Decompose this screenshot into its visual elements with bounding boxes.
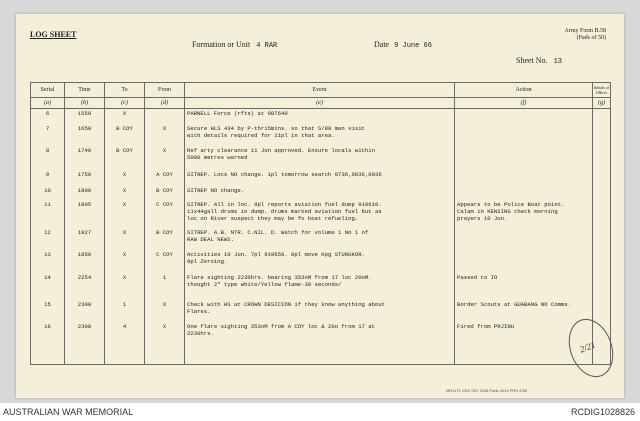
time-cell: 1750 [65,170,105,186]
time-cell: 1800 [65,186,105,200]
column-letter: (c) [105,98,145,109]
time-cell: 2300 [65,300,105,322]
action-cell: Appears to be Police Boat point. Calam in KENSING check morning prayers 10 Jun. [455,200,593,228]
empty-cell [145,348,185,365]
from-cell: X [145,146,185,170]
army-form-number: Army Form B.58 [564,28,606,34]
to-cell: X [105,228,145,250]
from-cell: X [145,300,185,322]
action-cell [455,124,593,146]
table-row [31,322,611,348]
table-row [31,124,611,146]
footer-bar [0,403,640,421]
to-cell: X [105,250,145,273]
serial-cell: 14 [31,273,65,300]
to-cell: 1 [105,300,145,322]
from-cell: B COY [145,186,185,200]
time-cell: 2308 [65,322,105,348]
formation-field [192,40,277,50]
to-cell: X [105,273,145,300]
initials-cell [593,186,611,200]
empty-cell [105,348,145,365]
serial-cell: 13 [31,250,65,273]
date-value: 9 June 66 [394,42,432,50]
annotation-text: 2/21 [578,339,597,355]
army-form-label [564,28,606,42]
table-row [31,170,611,186]
empty-cell [65,348,105,365]
column-letter: (b) [65,98,105,109]
event-cell: SITREP. A.B. NTR. C.NIL. D. Watch for volume 1 No 1 of RAW DEAL NEWS. [185,228,455,250]
to-cell: X [105,109,145,125]
column-letter: (g) [593,98,611,109]
table-row [31,109,611,125]
footer-source: AUSTRALIAN WAR MEMORIAL [3,407,134,417]
empty-cell [185,348,455,365]
initials-cell [593,109,611,125]
serial-cell: 8 [31,146,65,170]
event-cell: Ref arty clearance 11 Jun approved. Ensure locals within 5000 metres warned [185,146,455,170]
column-letter: (e) [185,98,455,109]
column-header: Action [455,83,593,98]
time-cell: 1550 [65,109,105,125]
column-header: Serial [31,83,65,98]
from-cell: X [145,322,185,348]
footer-id: RCDIG1028826 [570,407,635,417]
to-cell: X [105,200,145,228]
column-letter: (d) [145,98,185,109]
event-cell: Flare sighting 2230hrs. bearing 353oM from 17 loc 20oM. thought 2" type white/Yellow flame-30 seconds/ [185,273,455,300]
event-cell: SITREP. All in loc. 9pl reports aviation fuel dump 910610. 11x44gall drums in dump. drums marked aviation fuel but as loc on River suspect they may be fo boat refueling. [185,200,455,228]
initials-cell [593,170,611,186]
formation-label: Formation or Unit [192,40,251,49]
serial-cell: 7 [31,124,65,146]
time-cell: 1805 [65,200,105,228]
time-cell: 1850 [65,250,105,273]
initials-cell [593,228,611,250]
action-cell: Border Scouts at GUABANG NO Comms. [455,300,593,322]
action-cell [455,250,593,273]
serial-cell: 15 [31,300,65,322]
formation-value: 4 RAR [256,42,278,50]
sheet-number-field [516,56,562,66]
table-header-row [31,83,611,98]
action-cell [455,170,593,186]
serial-cell: 11 [31,200,65,228]
table-row [31,186,611,200]
serial-cell: 10 [31,186,65,200]
column-header: To [105,83,145,98]
to-cell: B COY [105,124,145,146]
to-cell: X [105,170,145,186]
empty-cell [31,348,65,365]
log-table [30,82,611,365]
column-letter: (a) [31,98,65,109]
action-cell [455,186,593,200]
table-row [31,146,611,170]
event-cell: One flare sighting 353oM from A COY loc & 20o from 17 at 2230hrs. [185,322,455,348]
to-cell: B COY [105,146,145,170]
action-cell [455,228,593,250]
from-cell: C COY [145,250,185,273]
table-row [31,200,611,228]
log-sheet-title: LOG SHEET [30,30,77,39]
sheet-number-value: 13 [553,58,562,66]
action-cell: Passed to IO [455,273,593,300]
from-cell [145,109,185,125]
serial-cell: 16 [31,322,65,348]
table-row [31,228,611,250]
initials-cell [593,146,611,170]
from-cell: C COY [145,200,185,228]
initials-cell [593,300,611,322]
from-cell: 1 [145,273,185,300]
time-cell: 1740 [65,146,105,170]
serial-cell: 12 [31,228,65,250]
time-cell: 1827 [65,228,105,250]
time-cell: 1650 [65,124,105,146]
initials-cell [593,273,611,300]
initials-cell [593,200,611,228]
event-cell: Check with HS at CROWN DESICION if they know anything about Flares. [185,300,455,322]
table-row [31,250,611,273]
serial-cell: 6 [31,109,65,125]
from-cell: A COY [145,170,185,186]
serial-cell: 9 [31,170,65,186]
event-cell: SITREP NO change. [185,186,455,200]
log-sheet-document [16,14,624,398]
table-row-empty [31,348,611,365]
sheet-number-label: Sheet No. [516,56,548,65]
print-footnote: MR1170 13M 7/67 1158 Pads 4014 PRH 2/65 [446,388,528,393]
time-cell: 2254 [65,273,105,300]
column-header: Event [185,83,455,98]
column-header: Initials of Officer [593,83,611,98]
initials-cell [593,250,611,273]
event-cell: PARNELL Force (rfts) at 087640 [185,109,455,125]
to-cell: 4 [105,322,145,348]
event-cell: SITREP. Locs NO change. 1pl tomorrow search 0736,0836,0936 [185,170,455,186]
event-cell: Activities 10 Jun. 7pl 910650. 8pl move Kpg STUNGKOR. 9pl Zeroing. [185,250,455,273]
table-row [31,300,611,322]
column-letter-row [31,98,611,109]
column-header: From [145,83,185,98]
action-cell [455,109,593,125]
date-label: Date [374,40,390,49]
table-row [31,273,611,300]
date-field [374,40,432,50]
column-letter: (f) [455,98,593,109]
action-cell [455,146,593,170]
from-cell: B COY [145,228,185,250]
action-cell: Fired from PRJINU [455,322,593,348]
to-cell: X [105,186,145,200]
pads-note: (Pads of 50) [576,35,606,41]
initials-cell [593,124,611,146]
event-cell: Secure HLS 434 by P-thr15mins. so that S/88 man visit with details required for 11pl in that area. [185,124,455,146]
from-cell: X [145,124,185,146]
column-header: Time [65,83,105,98]
